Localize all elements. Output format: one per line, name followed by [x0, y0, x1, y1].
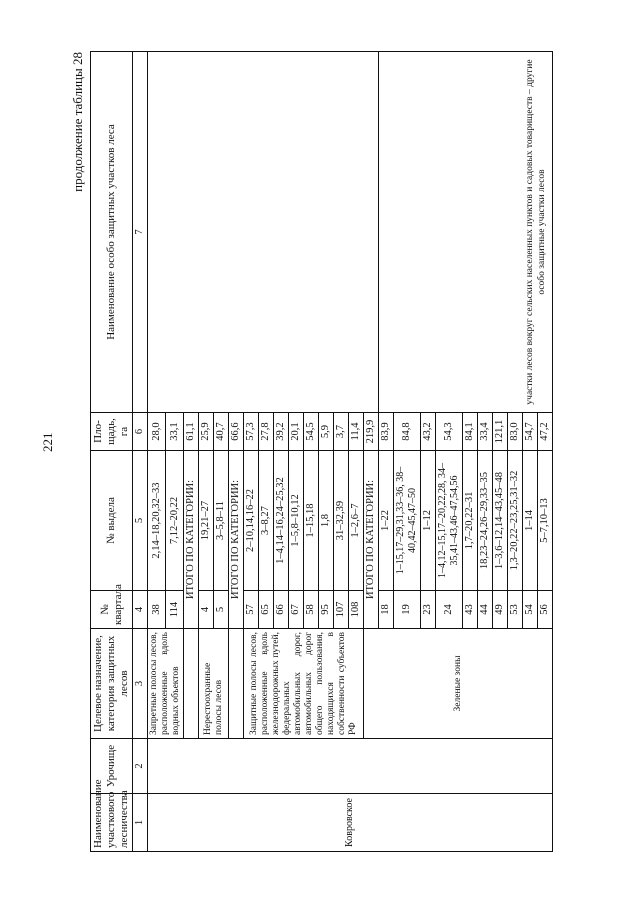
col-num: 1 [133, 794, 148, 852]
quarter-cell: 95 [319, 591, 334, 629]
empty-cell [184, 629, 199, 739]
total-label: ИТОГО ПО КАТЕГОРИИ: [364, 451, 379, 629]
quarter-cell: 4 [199, 591, 214, 629]
category-green: Зеленые зоны [364, 629, 553, 739]
plots-cell: 1,8 [319, 451, 334, 591]
header-quarter: № квартала [91, 591, 133, 629]
quarter-cell: 107 [334, 591, 349, 629]
header-row [91, 52, 133, 852]
quarter-cell: 65 [259, 591, 274, 629]
rotated-page [68, 52, 628, 852]
header-forestry: Наименование участкового лесничества [91, 794, 133, 852]
column-number-row [133, 52, 148, 852]
plots-cell: 1–15,18 [304, 451, 319, 591]
total-label: ИТОГО ПО КАТЕГОРИИ: [184, 451, 199, 629]
quarter-cell: 49 [493, 591, 508, 629]
plots-cell: 19,21–27 [199, 451, 214, 591]
area-cell: 61,1 [184, 413, 199, 451]
area-cell: 40,7 [214, 413, 229, 451]
quarter-cell: 58 [304, 591, 319, 629]
continuation-caption: продолжение таблицы 28 [70, 52, 85, 192]
page-number: 221 [40, 432, 55, 452]
col-num: 3 [133, 629, 148, 739]
plots-cell: 5–7,10–13 [538, 451, 553, 591]
area-cell: 28,0 [148, 413, 166, 451]
area-cell: 83,0 [508, 413, 523, 451]
quarter-cell: 23 [421, 591, 436, 629]
plots-cell: 2,14–18,20,32–33 [148, 451, 166, 591]
quarter-cell: 67 [289, 591, 304, 629]
quarter-cell: 5 [214, 591, 229, 629]
area-cell: 84,1 [463, 413, 478, 451]
quarter-cell: 18 [379, 591, 394, 629]
forest-table [90, 51, 553, 852]
plots-cell: 3–5,8–11 [214, 451, 229, 591]
col-num: 7 [133, 52, 148, 413]
plots-cell: 1–12 [421, 451, 436, 591]
special-note: участки лесов вокруг сельских населенных пунктов и садовых товариществ – другие особо защитные участки лесов [379, 52, 553, 413]
area-cell: 121,1 [493, 413, 508, 451]
quarter-cell: 38 [148, 591, 166, 629]
plots-cell: 2–10,14,16–22 [244, 451, 259, 591]
plots-cell: 1–3,6–12,14–43,45–48 [493, 451, 508, 591]
plots-cell: 1,3–20,22–23,25,31–32 [508, 451, 523, 591]
header-plots: № выдела [91, 451, 133, 591]
area-cell: 5,9 [319, 413, 334, 451]
category-roads: Защитные полосы лесов, расположенные вдоль железнодорожных путей, федеральных автомобильных дорог, автомобильных дорог общего пользования, находящихся в собственности субъектов РФ [244, 629, 364, 739]
forestry-name: Ковровское [148, 794, 553, 852]
quarter-cell: 19 [394, 591, 421, 629]
quarter-cell: 57 [244, 591, 259, 629]
plots-cell: 1–22 [379, 451, 394, 591]
quarter-cell: 53 [508, 591, 523, 629]
header-name: Наименование особо защитных участков леса [91, 52, 133, 413]
quarter-cell: 54 [523, 591, 538, 629]
plots-cell: 1–2,6–7 [349, 451, 364, 591]
area-cell: 20,1 [289, 413, 304, 451]
area-cell: 66,6 [229, 413, 244, 451]
plots-cell: 1–4,12–15,17–20,22,28, 34–35,41–43,46–47,54,56 [436, 451, 463, 591]
quarter-cell: 114 [166, 591, 184, 629]
area-cell: 57,3 [244, 413, 259, 451]
area-cell: 25,9 [199, 413, 214, 451]
area-cell: 39,2 [274, 413, 289, 451]
area-cell: 11,4 [349, 413, 364, 451]
total-label: ИТОГО ПО КАТЕГОРИИ: [229, 451, 244, 629]
area-cell: 54,3 [436, 413, 463, 451]
plots-cell: 1–15,17–29,31,33–36, 38–40,42–45,47–50 [394, 451, 421, 591]
col-num: 2 [133, 739, 148, 794]
header-area: Пло-щадь, га [91, 413, 133, 451]
col-num: 6 [133, 413, 148, 451]
tract-cell [148, 739, 553, 794]
plots-cell: 31–32,39 [334, 451, 349, 591]
area-cell: 3,7 [334, 413, 349, 451]
area-cell: 47,2 [538, 413, 553, 451]
quarter-cell: 56 [538, 591, 553, 629]
table-row [148, 52, 166, 852]
header-purpose: Целевое назначение, категория защитных лесов [91, 629, 133, 739]
header-tract: Урочище [91, 739, 133, 794]
quarter-cell: 44 [478, 591, 493, 629]
plots-cell: 18,23–24,26–29,33–35 [478, 451, 493, 591]
category-spawn: Нерестоохранные полосы лесов [199, 629, 229, 739]
empty-cell [229, 629, 244, 739]
col-num: 5 [133, 451, 148, 591]
col-num: 4 [133, 591, 148, 629]
area-cell: 83,9 [379, 413, 394, 451]
quarter-cell: 108 [349, 591, 364, 629]
area-cell: 27,8 [259, 413, 274, 451]
name-cell-empty [148, 52, 379, 413]
plots-cell: 1–4,14–16,24–25,32 [274, 451, 289, 591]
area-cell: 43,2 [421, 413, 436, 451]
plots-cell: 1–14 [523, 451, 538, 591]
area-cell: 54,7 [523, 413, 538, 451]
quarter-cell: 66 [274, 591, 289, 629]
quarter-cell: 24 [436, 591, 463, 629]
area-cell: 54,5 [304, 413, 319, 451]
plots-cell: 7,12–20,22 [166, 451, 184, 591]
plots-cell: 1,7–20,22–31 [463, 451, 478, 591]
area-cell: 84,8 [394, 413, 421, 451]
plots-cell: 1–5,8–10,12 [289, 451, 304, 591]
area-cell: 219,9 [364, 413, 379, 451]
plots-cell: 3–8,27 [259, 451, 274, 591]
quarter-cell: 43 [463, 591, 478, 629]
area-cell: 33,1 [166, 413, 184, 451]
category-water: Запретные полосы лесов, расположенные вдоль водных объектов [148, 629, 184, 739]
area-cell: 33,4 [478, 413, 493, 451]
